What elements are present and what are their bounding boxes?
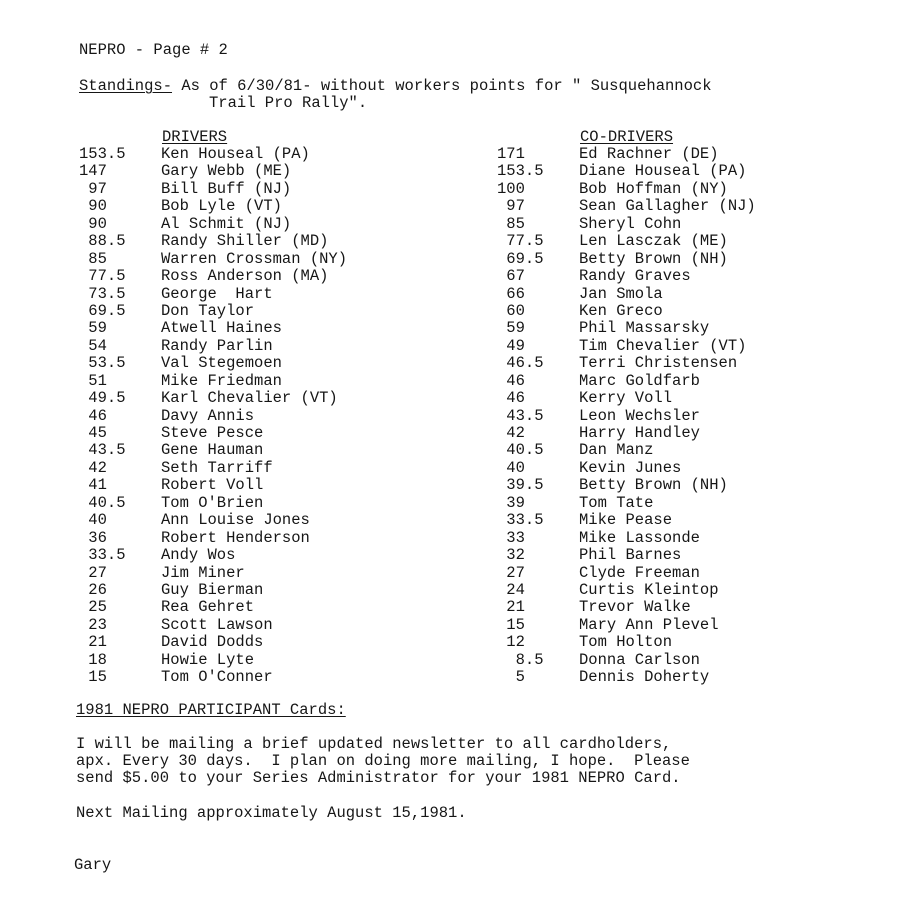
points-value: 49.5: [79, 389, 126, 408]
participant-name: Diane Houseal (PA): [579, 162, 747, 181]
points-value: 25: [79, 598, 107, 617]
participant-name: Tom Tate: [579, 493, 654, 512]
points-value: 153.5: [79, 145, 126, 163]
codriver-row: [497, 354, 877, 371]
codriver-row: [497, 215, 877, 232]
participant-name: Mike Lassonde: [579, 528, 700, 547]
points-value: 42: [79, 458, 107, 477]
driver-row: [79, 162, 459, 179]
points-value: 46: [497, 371, 525, 390]
participant-name: Clyde Freeman: [579, 563, 700, 582]
cards-para-line-2: apx. Every 30 days. I plan on doing more mailing, I hope. Please: [76, 752, 690, 770]
driver-row: [79, 145, 459, 162]
points-value: 23: [79, 615, 107, 634]
participant-name: Harry Handley: [579, 424, 700, 442]
participant-name: Kerry Voll: [579, 389, 673, 408]
points-value: 90: [79, 214, 107, 233]
driver-row: [79, 250, 459, 267]
points-value: 5: [497, 668, 525, 687]
participant-name: Betty Brown (NH): [579, 476, 728, 495]
participant-name: Curtis Kleintop: [579, 580, 719, 599]
codriver-row: [497, 250, 877, 267]
participant-name: Donna Carlson: [579, 650, 700, 669]
codriver-row: [497, 407, 877, 424]
participant-name: Ken Greco: [579, 301, 663, 320]
points-value: 40: [497, 458, 525, 477]
driver-row: [79, 232, 459, 249]
driver-row: [79, 424, 459, 441]
driver-row: [79, 354, 459, 371]
participant-name: Mary Ann Plevel: [579, 615, 719, 634]
codriver-row: [497, 162, 877, 179]
driver-row: [79, 529, 459, 546]
driver-row: [79, 581, 459, 598]
points-value: 66: [497, 284, 525, 303]
points-value: 33.5: [497, 511, 544, 530]
participant-name: Marc Goldfarb: [579, 371, 700, 390]
participant-name: Karl Chevalier (VT): [161, 389, 338, 408]
participant-name: Guy Bierman: [161, 580, 264, 599]
standings-line-1: [79, 78, 712, 95]
driver-row: [79, 197, 459, 214]
driver-row: [79, 441, 459, 458]
driver-row: [79, 616, 459, 633]
participant-name: Terri Christensen: [579, 354, 738, 373]
participant-name: Rea Gehret: [161, 598, 255, 617]
points-value: 153.5: [497, 162, 544, 181]
driver-row: [79, 319, 459, 336]
participant-name: Don Taylor: [161, 301, 255, 320]
points-value: 15: [79, 668, 107, 687]
points-value: 32: [497, 546, 525, 565]
points-value: 45: [79, 424, 107, 442]
codriver-row: [497, 633, 877, 650]
participant-name: Ann Louise Jones: [161, 511, 310, 530]
points-value: 77.5: [497, 232, 544, 251]
points-value: 12: [497, 633, 525, 652]
driver-row: [79, 285, 459, 302]
codriver-row: [497, 197, 877, 214]
points-value: 147: [79, 162, 107, 181]
codriver-row: [497, 285, 877, 302]
driver-row: [79, 372, 459, 389]
participant-name: Leon Wechsler: [579, 406, 700, 425]
driver-row: [79, 459, 459, 476]
participant-name: Dennis Doherty: [579, 668, 710, 687]
points-value: 26: [79, 580, 107, 599]
participant-name: Seth Tarriff: [161, 458, 273, 477]
participant-name: Warren Crossman (NY): [161, 249, 348, 268]
codrivers-heading: CO-DRIVERS: [580, 128, 674, 146]
points-value: 46: [79, 406, 107, 425]
points-value: 85: [79, 249, 107, 268]
points-value: 88.5: [79, 232, 126, 251]
participant-name: Len Lasczak (ME): [579, 232, 728, 251]
participant-name: Tim Chevalier (VT): [579, 336, 747, 355]
points-value: 60: [497, 301, 525, 320]
codriver-row: [497, 476, 877, 493]
codriver-row: [497, 319, 877, 336]
points-value: 97: [79, 179, 107, 198]
codriver-row: [497, 424, 877, 441]
participant-name: Jan Smola: [579, 284, 663, 303]
driver-row: [79, 546, 459, 563]
codriver-row: [497, 581, 877, 598]
codriver-row: [497, 389, 877, 406]
codriver-row: [497, 232, 877, 249]
participant-name: Tom Holton: [579, 633, 673, 652]
points-value: 43.5: [497, 406, 544, 425]
points-value: 40.5: [79, 493, 126, 512]
cards-para-line-3: send $5.00 to your Series Administrator for your 1981 NEPRO Card.: [76, 769, 681, 787]
points-value: 18: [79, 650, 107, 669]
driver-row: [79, 267, 459, 284]
points-value: 27: [79, 563, 107, 582]
codriver-row: [497, 598, 877, 615]
page-label: NEPRO - Page # 2: [79, 41, 228, 59]
points-value: 51: [79, 371, 107, 390]
participant-name: Robert Voll: [161, 476, 264, 495]
points-value: 171: [497, 145, 525, 163]
points-value: 67: [497, 267, 525, 286]
participant-name: Val Stegemoen: [161, 354, 282, 373]
driver-row: [79, 651, 459, 668]
driver-row: [79, 407, 459, 424]
participant-name: Steve Pesce: [161, 424, 264, 442]
participant-name: Ken Houseal (PA): [161, 145, 310, 163]
points-value: 54: [79, 336, 107, 355]
points-value: 15: [497, 615, 525, 634]
driver-row: [79, 494, 459, 511]
codriver-row: [497, 337, 877, 354]
participant-name: Phil Barnes: [579, 546, 682, 565]
participant-name: Bob Hoffman (NY): [579, 179, 728, 198]
points-value: 24: [497, 580, 525, 599]
participant-name: David Dodds: [161, 633, 264, 652]
driver-row: [79, 180, 459, 197]
points-value: 73.5: [79, 284, 126, 303]
participant-name: Gene Hauman: [161, 441, 264, 460]
participant-name: Randy Graves: [579, 267, 691, 286]
codriver-row: [497, 668, 877, 685]
cards-heading: 1981 NEPRO PARTICIPANT Cards:: [76, 701, 346, 719]
driver-row: [79, 302, 459, 319]
points-value: 59: [497, 319, 525, 338]
participant-name: Atwell Haines: [161, 319, 282, 338]
participant-name: Tom O'Conner: [161, 668, 273, 687]
points-value: 41: [79, 476, 107, 495]
driver-row: [79, 337, 459, 354]
participant-name: Mike Pease: [579, 511, 673, 530]
driver-row: [79, 215, 459, 232]
points-value: 8.5: [497, 650, 544, 669]
codriver-row: [497, 441, 877, 458]
points-value: 40: [79, 511, 107, 530]
points-value: 42: [497, 424, 525, 442]
participant-name: Randy Parlin: [161, 336, 273, 355]
points-value: 21: [497, 598, 525, 617]
driver-row: [79, 476, 459, 493]
participant-name: Bill Buff (NJ): [161, 179, 292, 198]
codriver-row: [497, 459, 877, 476]
participant-name: Betty Brown (NH): [579, 249, 728, 268]
participant-name: Trevor Walke: [579, 598, 691, 617]
codriver-row: [497, 494, 877, 511]
codriver-row: [497, 529, 877, 546]
participant-name: Sheryl Cohn: [579, 214, 682, 233]
standings-text-1: As of 6/30/81- without workers points for " Susquehannock: [172, 77, 712, 95]
codriver-row: [497, 651, 877, 668]
participant-name: Scott Lawson: [161, 615, 273, 634]
next-mailing-note: Next Mailing approximately August 15,1981.: [76, 804, 467, 822]
points-value: 33: [497, 528, 525, 547]
participant-name: Davy Annis: [161, 406, 255, 425]
points-value: 39: [497, 493, 525, 512]
driver-row: [79, 598, 459, 615]
signature: Gary: [74, 856, 112, 874]
codriver-row: [497, 372, 877, 389]
standings-heading: Standings-: [79, 77, 173, 95]
codriver-row: [497, 302, 877, 319]
participant-name: Phil Massarsky: [579, 319, 710, 338]
points-value: 27: [497, 563, 525, 582]
codriver-row: [497, 145, 877, 162]
points-value: 77.5: [79, 267, 126, 286]
points-value: 33.5: [79, 546, 126, 565]
points-value: 90: [79, 197, 107, 216]
standings-line-2: Trail Pro Rally".: [209, 94, 368, 112]
points-value: 100: [497, 179, 525, 198]
codriver-row: [497, 511, 877, 528]
points-value: 69.5: [79, 301, 126, 320]
driver-row: [79, 389, 459, 406]
driver-row: [79, 633, 459, 650]
participant-name: Ross Anderson (MA): [161, 267, 329, 286]
drivers-list: [79, 145, 459, 686]
codriver-row: [497, 180, 877, 197]
participant-name: Howie Lyte: [161, 650, 255, 669]
points-value: 49: [497, 336, 525, 355]
codriver-row: [497, 267, 877, 284]
participant-name: Jim Miner: [161, 563, 245, 582]
cards-para-line-1: I will be mailing a brief updated newsletter to all cardholders,: [76, 735, 672, 753]
points-value: 43.5: [79, 441, 126, 460]
points-value: 53.5: [79, 354, 126, 373]
points-value: 36: [79, 528, 107, 547]
participant-name: Sean Gallagher (NJ): [579, 197, 756, 216]
points-value: 85: [497, 214, 525, 233]
driver-row: [79, 564, 459, 581]
participant-name: Ed Rachner (DE): [579, 145, 719, 163]
points-value: 39.5: [497, 476, 544, 495]
participant-name: Andy Wos: [161, 546, 236, 565]
points-value: 69.5: [497, 249, 544, 268]
participant-name: Bob Lyle (VT): [161, 197, 282, 216]
driver-row: [79, 668, 459, 685]
drivers-heading: DRIVERS: [162, 128, 228, 146]
participant-name: Randy Shiller (MD): [161, 232, 329, 251]
participant-name: Gary Webb (ME): [161, 162, 292, 181]
participant-name: George Hart: [161, 284, 273, 303]
codriver-row: [497, 546, 877, 563]
codriver-row: [497, 616, 877, 633]
participant-name: Al Schmit (NJ): [161, 214, 292, 233]
points-value: 46.5: [497, 354, 544, 373]
participant-name: Dan Manz: [579, 441, 654, 460]
points-value: 59: [79, 319, 107, 338]
points-value: 97: [497, 197, 525, 216]
driver-row: [79, 511, 459, 528]
participant-name: Tom O'Brien: [161, 493, 264, 512]
participant-name: Kevin Junes: [579, 458, 682, 477]
points-value: 40.5: [497, 441, 544, 460]
points-value: 21: [79, 633, 107, 652]
points-value: 46: [497, 389, 525, 408]
codriver-row: [497, 564, 877, 581]
participant-name: Mike Friedman: [161, 371, 282, 390]
codrivers-list: [497, 145, 877, 686]
participant-name: Robert Henderson: [161, 528, 310, 547]
